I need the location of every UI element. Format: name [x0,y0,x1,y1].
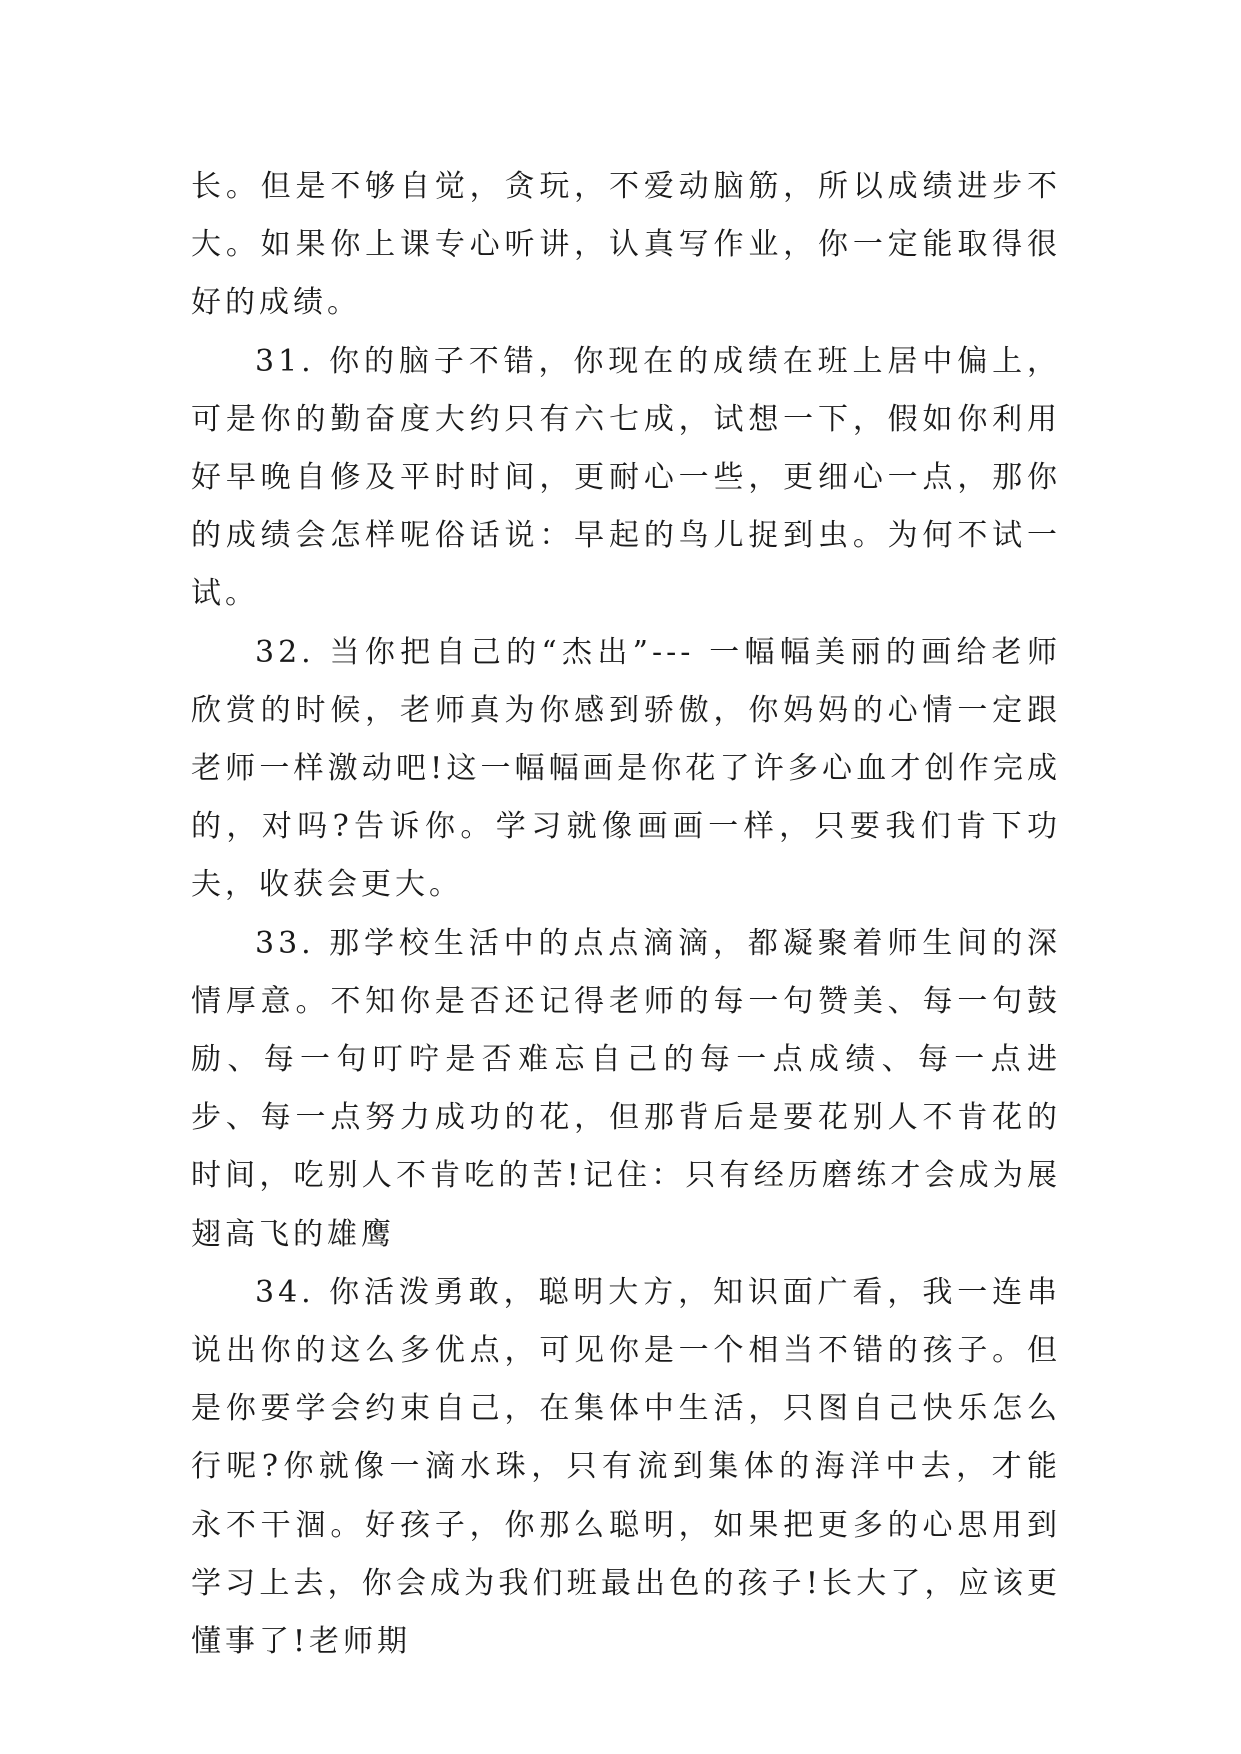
paragraph-item-34: 34. 你活泼勇敢，聪明大方，知识面广看，我一连串说出你的这么多优点，可见你是一个相当不错的孩子。但是你要学会约束自己，在集体中生活，只图自己快乐怎么行呢?你就像一滴水珠，只有流到集体的海洋中去，才能永不干涸。好孩子，你那么聪明，如果把更多的心思用到学习上去，你会成为我们班最出色的孩子!长大了，应该更懂事了!老师期 [191,1274,1061,1660]
paragraph-continuation: 长。但是不够自觉，贪玩，不爱动脑筋，所以成绩进步不大。如果你上课专心听讲，认真写作业，你一定能取得很好的成绩。 [191,169,1061,321]
paragraph-item-33: 33. 那学校生活中的点点滴滴，都凝聚着师生间的深情厚意。不知你是否还记得老师的每一句赞美、每一句鼓励、每一句叮咛是否难忘自己的每一点成绩、每一点进步、每一点努力成功的花，但那背后是要花别人不肯花的时间，吃别人不肯吃的苦!记住：只有经历磨练才会成为展翅高飞的雄鹰 [191,925,1061,1252]
paragraph-item-31: 31. 你的脑子不错，你现在的成绩在班上居中偏上，可是你的勤奋度大约只有六七成，试想一下，假如你利用好早晚自修及平时时间，更耐心一些，更细心一点，那你的成绩会怎样呢俗话说：早起的鸟儿捉到虫。为何不试一试。 [191,343,1061,612]
paragraph-item-32: 32. 当你把自己的“杰出”--- 一幅幅美丽的画给老师欣赏的时候，老师真为你感到骄傲，你妈妈的心情一定跟老师一样激动吧!这一幅幅画是你花了许多心血才创作完成的，对吗?告诉你。学习就像画画一样，只要我们肯下功夫，收获会更大。 [191,634,1061,903]
text-body [191,158,1061,1671]
